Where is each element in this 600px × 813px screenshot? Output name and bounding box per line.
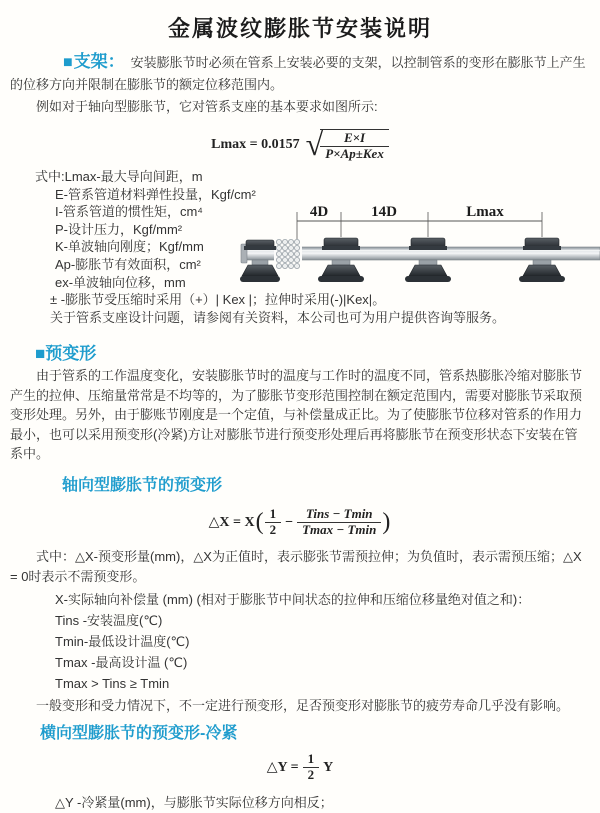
minus-sign: −: [285, 514, 294, 530]
dimension-label-lmax: Lmax: [466, 204, 504, 220]
half-numerator: 1: [265, 507, 282, 523]
half-denominator: 2: [269, 522, 277, 538]
formula-lmax-denominator: P×Ap±Kex: [325, 145, 384, 161]
definition-line: K-单波轴向刚度；Kgf/mm: [55, 239, 204, 255]
predeform-heading-text: 预变形: [45, 344, 97, 364]
support-intro-text: 安装膨胀节时必须在管系上安装必要的支架，以控制管系的变形在膨胀节上产生的位移方向并限制在膨胀节的额定位移范围内。: [10, 55, 586, 92]
formula-lmax-prefix: Lmax = 0.0157: [211, 137, 300, 152]
predeform-body-text: 由于管系的工作温度变化，安装膨胀节时的温度与工作时的温度不同，管系热膨胀冷缩对膨胀节产生的拉伸、压缩量常常是不均等的，为了膨胀节变形范围控制在额定范围内，需要对膨胀节采取预变形处理。另外，由于膨账节刚度是一个定值，与补偿量成正比。为了使膨胀节位移对管系的作用力最小，也可以采用预变形(冷紧)方让对膨胀节进行预变形处理后再将膨胀节在预变形状态下安装在管系中。: [10, 368, 583, 462]
dimension-label-14d: 14D: [371, 204, 397, 220]
support-paragraph: [10, 51, 590, 96]
service-note: 关于管系支座设计问题，请参阅有关资料，本公司也可为用户提供咨询等服务。: [50, 310, 506, 326]
support-heading: 支架：: [73, 52, 125, 71]
definition-line: ex-单波轴向位移，mm: [55, 274, 186, 290]
symbol-definitions: [35, 168, 270, 291]
definition-line: X-实际轴向补偿量 (mm) (相对于膨胀节中间状态的拉伸和压缩位移量绝对值之和)：: [55, 591, 531, 607]
definition-line: E-管系管道材料弹性投量，Kgf/cm²: [55, 186, 256, 202]
axial-subheading: 轴向型膨胀节的预变形: [62, 476, 223, 494]
definition-line: Tmax > Tins ≥ Tmin: [55, 675, 170, 691]
definition-line: P-设计压力，Kgf/mm²: [55, 221, 183, 237]
formula-lmax-fraction: [320, 131, 389, 162]
definition-line: Tins -安装温度(℃): [55, 612, 163, 628]
definition-line: Tmin-最低设计温度(℃): [55, 633, 190, 649]
predeform-section-heading: [35, 339, 590, 364]
formula-lmax: [10, 126, 590, 164]
half-denominator: 2: [307, 767, 315, 783]
dimension-label-4d: 4D: [309, 204, 329, 220]
formula-lmax-sqrt-body: [320, 129, 389, 162]
axial-general-note: 一般变形和受力情况下，不一定进行预变形，足否预变形对膨胀节的疲劳寿命几乎没有影响。: [36, 697, 570, 713]
open-paren: (: [255, 508, 264, 535]
formula-dy-suffix: Y: [323, 759, 334, 775]
sign-convention-note: ± -膨胀节受压缩时采用（+）| Kex |；拉伸时采用(-)|Kex|。: [50, 292, 386, 308]
definition-line: 式中:Lmax-最大导向间距，m: [35, 169, 203, 184]
radical-sign-icon: √: [305, 125, 324, 162]
page-title: 金属波纹膨胀节安装说明: [167, 16, 432, 41]
blue-square-bullet-icon: ■: [63, 54, 73, 71]
formula-dx-half: [265, 507, 282, 538]
close-paren: ): [382, 508, 391, 535]
definition-line: Tmax -最高设计温 (℃): [55, 654, 188, 670]
formula-dy-prefix: △Y =: [266, 760, 299, 776]
document-page: [0, 12, 600, 810]
formula-delta-y: [10, 751, 590, 785]
temp-numerator: Tins − Tmin: [297, 507, 381, 523]
pipe-support-diagram: [240, 197, 600, 297]
lateral-subheading: 横向型膨胀节的预变形-冷紧: [40, 724, 238, 742]
support-example-text: 例如对于轴向型膨胀节，它对管系支座的基本要求如图所示:: [36, 99, 378, 114]
definition-line: Ap-膨胀节有效面积，cm²: [55, 256, 201, 272]
blue-square-bullet-icon: ■: [35, 344, 46, 364]
axial-explanation-text: 式中：△X-预变形量(mm)，△X为正值时，表示膨张节需预拉伸；为负值时，表示需预压缩；△X = 0时表示不需预变形。: [10, 548, 582, 584]
axial-definitions: [55, 589, 590, 694]
formula-dy-half: [303, 752, 320, 783]
lateral-note-text: △Y -冷紧量(mm)，与膨胀节实际位移方向相反；: [55, 794, 333, 810]
temp-denominator: Tmax − Tmin: [302, 522, 377, 538]
half-numerator: 1: [303, 752, 320, 768]
formula-lmax-numerator: E×I: [320, 131, 389, 147]
bellows-icon: [274, 239, 302, 268]
definition-line: I-管系管道的惯性矩，cm⁴: [55, 204, 203, 220]
formula-dx-prefix: △X = X: [208, 515, 255, 531]
formula-dx-temp-fraction: [297, 507, 381, 538]
formula-delta-x: [10, 503, 590, 543]
